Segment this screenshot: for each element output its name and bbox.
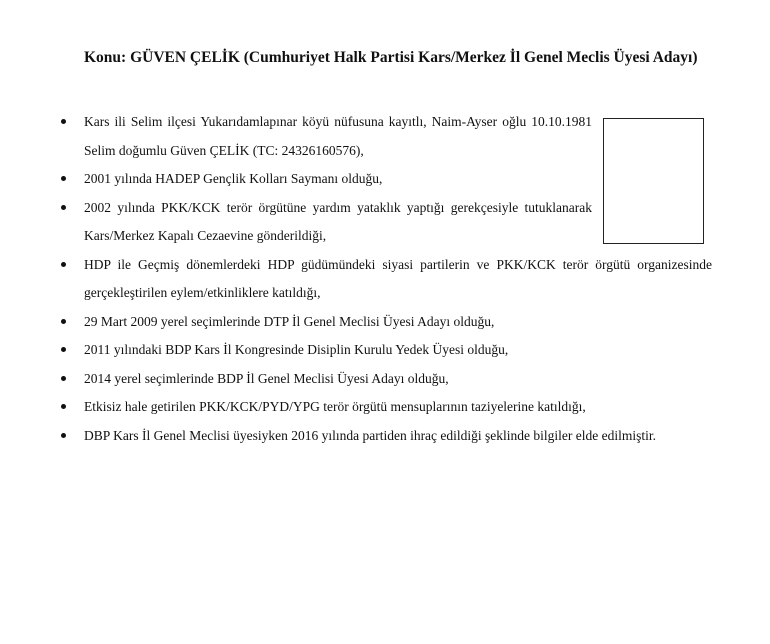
- subject-line: Konu: GÜVEN ÇELİK (Cumhuriyet Halk Partisi Kars/Merkez İl Genel Meclis Üyesi Adayı): [84, 49, 698, 66]
- bullet-item-hadep: 2001 yılında HADEP Gençlik Kolları Saymanı olduğu,: [0, 165, 770, 194]
- bullet-item-arrest: 2002 yılında PKK/KCK terör örgütüne yardım yataklık yaptığı gerekçesiyle tutuklanarak Kars/Merkez Kapalı Cezaevine gönderildiği,: [0, 194, 592, 251]
- photo-placeholder-box: [603, 118, 704, 244]
- bullet-item-identity: Kars ili Selim ilçesi Yukarıdamlapınar köyü nüfusuna kayıtlı, Naim-Ayser oğlu 10.10.1981 Selim doğumlu Güven ÇELİK (TC: 24326160576),: [0, 108, 592, 165]
- bullet-item-bdp-2014: 2014 yerel seçimlerinde BDP İl Genel Meclisi Üyesi Adayı olduğu,: [0, 365, 770, 394]
- bullet-item-dbp-2016: DBP Kars İl Genel Meclisi üyesiyken 2016 yılında partiden ihraç edildiği şeklinde bilgiler elde edilmiştir.: [0, 422, 712, 451]
- bullet-item-hdp-events: HDP ile Geçmiş dönemlerdeki HDP güdümündeki siyasi partilerin ve PKK/KCK terör örgütü organizesinde gerçekleştirilen eylem/etkinliklere katıldığı,: [0, 251, 712, 308]
- bullet-item-condolences: Etkisiz hale getirilen PKK/KCK/PYD/YPG terör örgütü mensuplarının taziyelerine katıldığı,: [0, 393, 770, 422]
- bullet-item-dtp-2009: 29 Mart 2009 yerel seçimlerinde DTP İl Genel Meclisi Üyesi Adayı olduğu,: [0, 308, 770, 337]
- bullet-item-bdp-2011: 2011 yılındaki BDP Kars İl Kongresinde Disiplin Kurulu Yedek Üyesi olduğu,: [0, 336, 770, 365]
